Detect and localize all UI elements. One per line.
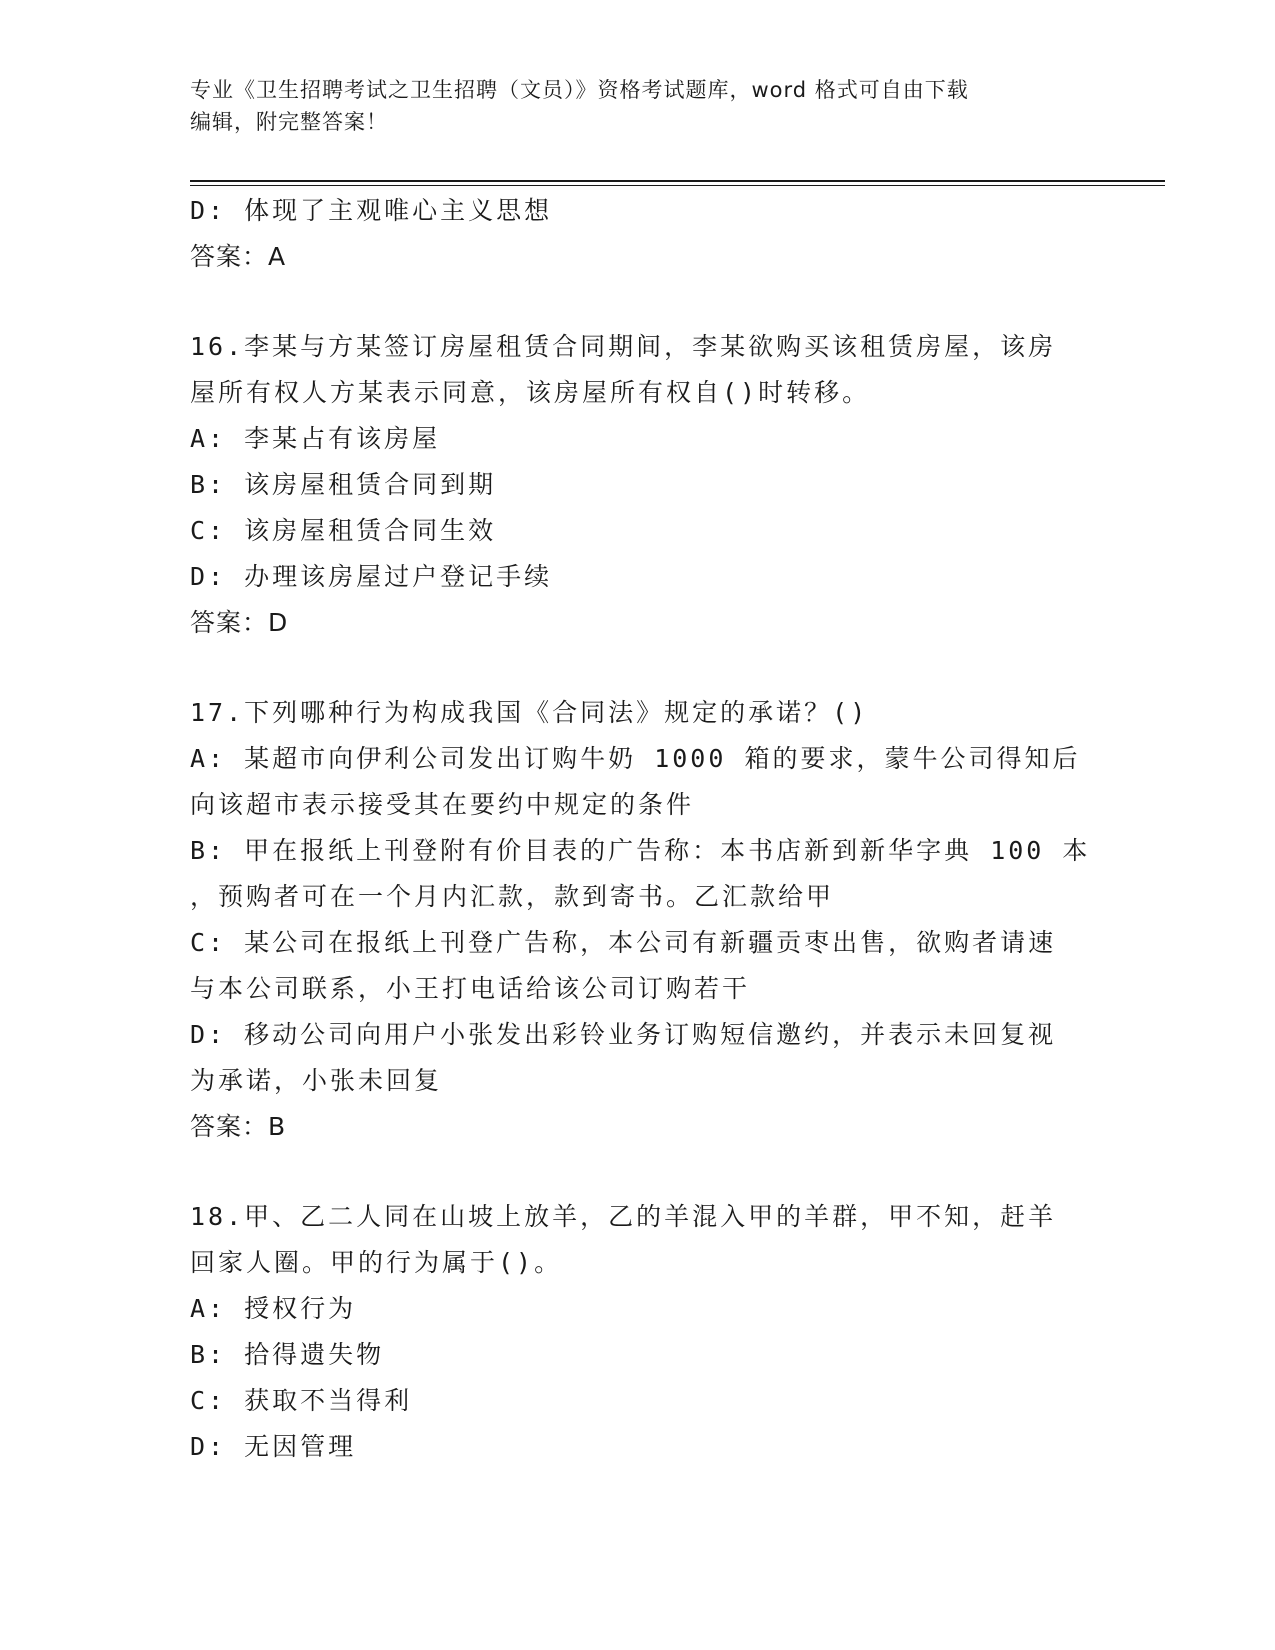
header-line-2: 编辑，附完整答案！ [190,110,388,134]
option-d: D: 移动公司向用户小张发出彩铃业务订购短信邀约，并表示未回复视 [190,1020,1057,1049]
question-stem-line: 回家人圈。甲的行为属于()。 [190,1248,563,1277]
answer-line: 答案：A [190,242,287,271]
question-stem-line: 17.下列哪种行为构成我国《合同法》规定的承诺？() [190,698,869,727]
option-c-continued: 与本公司联系，小王打电话给该公司订购若干 [190,974,751,1003]
option-a-continued: 向该超市表示接受其在要约中规定的条件 [190,790,695,819]
header-divider-thick [190,180,1165,182]
option-d: D: 体现了主观唯心主义思想 [190,196,553,225]
option-c: C: 某公司在报纸上刊登广告称，本公司有新疆贡枣出售，欲购者请速 [190,928,1057,957]
option-a: A: 授权行为 [190,1294,357,1323]
option-a: A: 某超市向伊利公司发出订购牛奶 1000 箱的要求，蒙牛公司得知后 [190,744,1081,773]
answer-line: 答案：B [190,1112,287,1141]
question-content [190,188,1090,1470]
question-stem-line: 16.李某与方某签订房屋租赁合同期间，李某欲购买该租赁房屋，该房 [190,332,1057,361]
question-17 [190,690,1090,1150]
option-d-continued: 为承诺，小张未回复 [190,1066,443,1095]
option-c: C: 该房屋租赁合同生效 [190,516,497,545]
document-header [190,74,1090,138]
question-16 [190,324,1090,646]
option-d: D: 办理该房屋过户登记手续 [190,562,553,591]
option-b-continued: ，预购者可在一个月内汇款，款到寄书。乙汇款给甲 [190,882,835,911]
option-b: B: 该房屋租赁合同到期 [190,470,497,499]
answer-line: 答案：D [190,608,289,637]
option-c: C: 获取不当得利 [190,1386,413,1415]
question-18 [190,1194,1090,1470]
option-a: A: 李某占有该房屋 [190,424,441,453]
header-line-1: 专业《卫生招聘考试之卫生招聘（文员）》资格考试题库，word 格式可自由下载 [190,78,969,102]
previous-question-tail [190,188,1090,280]
option-d: D: 无因管理 [190,1432,357,1461]
option-b: B: 拾得遗失物 [190,1340,385,1369]
question-stem-line: 屋所有权人方某表示同意，该房屋所有权自()时转移。 [190,378,871,407]
option-b: B: 甲在报纸上刊登附有价目表的广告称：本书店新到新华字典 100 本 [190,836,1091,865]
question-stem-line: 18.甲、乙二人同在山坡上放羊，乙的羊混入甲的羊群，甲不知，赶羊 [190,1202,1057,1231]
header-divider-thin [190,185,1165,186]
